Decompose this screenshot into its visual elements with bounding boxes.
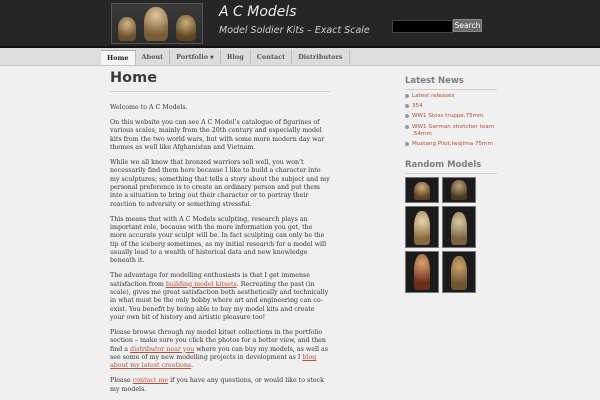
news-item-label: 354 [412,103,423,110]
chevron-down-icon: ▼ [210,55,214,61]
model-figure [414,211,430,245]
news-item[interactable] [405,93,497,100]
logo-figure [118,17,136,41]
news-item-label: Latest releases [412,93,455,99]
bullet-icon [405,125,409,129]
paragraph-text: where you can buy my models, as well as see some of my new modelling projects in development as I [110,345,328,361]
search-button[interactable]: Search [454,21,481,30]
paragraph-text: Please browse through my model kitset collections in the portfolio section – make sure you click the photos for a better view, and then find a [110,328,326,353]
nav-item-about[interactable]: About [136,50,171,64]
site-logo[interactable] [111,3,203,44]
main-navigation [101,50,350,64]
bullet-icon [405,94,409,98]
contact-link[interactable]: contact me [132,377,169,385]
news-item-label: WW1 Stoss truppe,75mm [412,113,484,120]
latest-news-title: Latest News [405,76,497,90]
model-thumbnail[interactable] [405,251,439,293]
model-figure [451,180,467,200]
news-item[interactable] [405,141,497,148]
news-item[interactable] [405,124,497,138]
model-figure [414,182,430,200]
search-input[interactable] [392,20,453,33]
paragraph-text: The advantage for modelling enthusiasts is that I get immense satisfaction from [110,272,310,288]
model-figure [414,254,430,290]
news-item[interactable] [405,113,497,120]
paragraph [110,377,330,394]
paragraph: Welcome to A C Models. [110,104,188,111]
model-thumbnail[interactable] [442,177,476,203]
paragraph-text: . [191,362,194,370]
model-thumbnail[interactable] [405,177,439,203]
paragraph-text: . Recreating the past (in scale), gives me great satisfaction both aesthetically and technically in what must be the only hobby where art and engineering can co-exist. You benefit by being able to buy my model kits and create your own bit of history and artistic pleasure too! [110,280,329,321]
model-thumbnail[interactable] [442,206,476,248]
paragraph: On this website you can see A C Model’s catalogue of figurines of various scales, mainly from the 20th century and especially model kits from the two world wars, but with some more modern day war themes as well like Afghanistan and Vietnam. [110,118,325,151]
paragraph-text: if you have any questions, or would like to stock my models. [110,377,324,393]
bullet-icon [405,114,409,118]
random-models-title: Random Models [405,160,497,174]
site-header [0,0,600,48]
main-content-header [110,70,330,92]
blog-link[interactable]: blog about my latest creations [110,353,317,370]
nav-item-contact[interactable]: Contact [251,50,292,64]
nav-item-distributors[interactable]: Distributors [292,50,349,64]
logo-figure [144,7,168,41]
news-item-label: Mustang Pilot,Iwojima 75mm [412,140,493,147]
latest-news-list [405,93,497,148]
paragraph-text: Please [110,377,133,385]
news-item[interactable] [405,103,497,110]
building-kitsets-link[interactable]: building model kitsets [165,280,237,288]
paragraph: While we all know that bronzed warriors sell well, you won’t necessarily find them here because I like to build a character into my sculptures; something that tells a story about the subject and my personal preference is to create an ordinary person and put them into a situation to bring out their character or to portray their reaction to adversity or something stressful. [110,158,330,208]
nav-item-portfolio-label: Portfolio [176,53,209,61]
random-models-grid [405,177,497,293]
paragraph [110,272,330,322]
site-title[interactable]: A C Models [219,4,297,20]
paragraph [110,329,330,371]
sidebar [405,76,497,293]
paragraph: This means that with A C Models sculpting, research plays an important role, because with the more information you get, the more accurate your sculpt will be. In fact sculpting can only be the tip of the iceberg sometimes, as my initial research for a model will usually lead to a wealth of historical data and new knowledge beneath it. [110,215,327,265]
nav-item-blog[interactable]: Blog [221,50,251,64]
site-tagline: Model Soldier Kits – Exact Scale [219,25,370,36]
bullet-icon [405,104,409,108]
news-item-label: WW1 German stretcher team ,54mm [412,123,495,137]
model-figure [451,212,467,245]
model-thumbnail[interactable] [442,251,476,293]
distributor-link[interactable]: distributor near you [130,345,195,353]
model-thumbnail[interactable] [405,206,439,248]
page-title: Home [110,70,330,92]
page-content [110,104,330,400]
nav-item-home[interactable]: Home [101,50,136,65]
logo-figure [176,15,196,41]
model-figure [451,256,467,290]
bullet-icon [405,142,409,146]
nav-item-portfolio[interactable] [170,50,221,64]
